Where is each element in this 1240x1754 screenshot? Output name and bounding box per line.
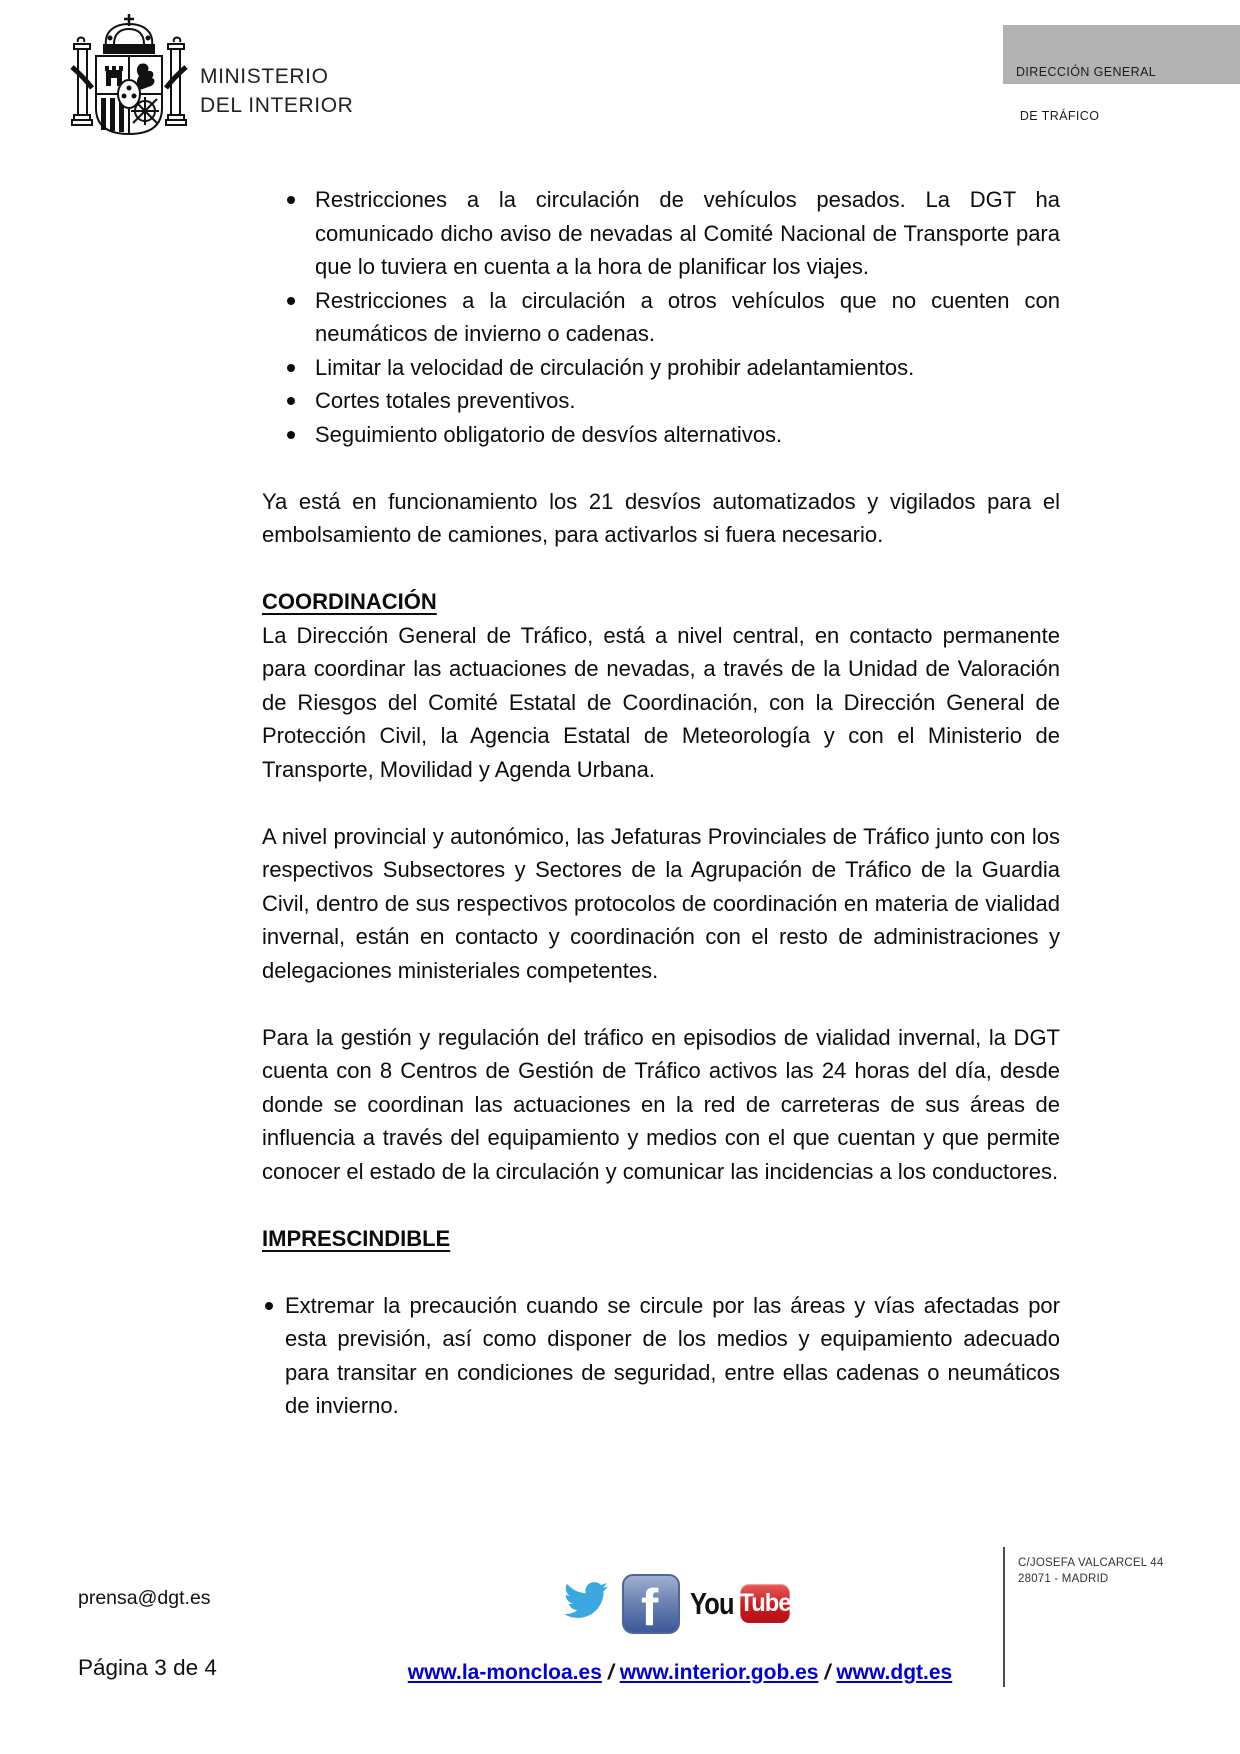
ministry-line2: DEL INTERIOR: [200, 94, 354, 117]
list-item: Limitar la velocidad de circulación y prohibir adelantamientos.: [262, 351, 1060, 385]
measures-bullet-list: [262, 183, 1060, 451]
coordinacion-heading: COORDINACIÓN: [262, 589, 437, 614]
youtube-icon[interactable]: [690, 1584, 791, 1623]
press-email: prensa@dgt.es: [78, 1587, 211, 1609]
list-item: Restricciones a la circulación a otros vehículos que no cuenten con neumáticos de invierno o cadenas.: [262, 284, 1060, 351]
list-item: Seguimiento obligatorio de desvíos alternativos.: [262, 418, 1060, 452]
imprescindible-bullet-list: [262, 1289, 1060, 1423]
link-interior[interactable]: www.interior.gob.es: [619, 1661, 819, 1684]
youtube-you-text: You: [690, 1585, 734, 1621]
link-dgt[interactable]: www.dgt.es: [836, 1661, 953, 1684]
link-la-moncloa[interactable]: www.la-moncloa.es: [407, 1661, 602, 1684]
coordinacion-paragraph-2: A nivel provincial y autonómico, las Jefaturas Provinciales de Tráfico junto con los respectivos Subsectores y Sectores de la Agrupación de Tráfico de la Guardia Civil, dentro de sus respectivos protocolos de coordinación en materia de vialidad invernal, están en contacto y coordinación con el resto de administraciones y delegaciones ministeriales competentes.: [262, 823, 1060, 983]
document-body: [262, 183, 1060, 1423]
spain-coat-of-arms-icon: [70, 12, 188, 142]
address-line1: C/JOSEFA VALCARCEL 44: [1018, 1557, 1164, 1569]
footer-divider: [1003, 1547, 1005, 1687]
department-box: [1003, 25, 1240, 123]
ministry-title: [200, 62, 353, 120]
imprescindible-heading: IMPRESCINDIBLE: [262, 1225, 451, 1251]
link-separator: /: [824, 1661, 831, 1684]
link-separator: /: [607, 1661, 614, 1684]
coordinacion-paragraph-1: La Dirección General de Tráfico, está a nivel central, en contacto permanente para coordinar las actuaciones de nevadas, a través de la Unidad de Valoración de Riesgos del Comité Estatal de Coordinación, con la Dirección General de Protección Civil, la Agencia Estatal de Meteorología y con el Ministerio de Transporte, Movilidad y Agenda Urbana.: [262, 622, 1060, 782]
department-line1: DIRECCIÓN GENERAL: [1016, 65, 1157, 79]
social-icons: [560, 1572, 790, 1638]
facebook-icon[interactable]: f: [622, 1574, 680, 1634]
page-number: Página 3 de 4: [78, 1655, 217, 1680]
address-line2: 28071 - MADRID: [1018, 1573, 1109, 1585]
department-line2: DE TRÁFICO: [1016, 108, 1100, 123]
intro-paragraph: Ya está en funcionamiento los 21 desvíos automatizados y vigilados para el embolsamiento de camiones, para activarlos si fuera necesario.: [262, 488, 1060, 547]
twitter-icon[interactable]: [560, 1578, 612, 1622]
footer-links: [340, 1661, 1020, 1685]
list-item: Extremar la precaución cuando se circule por las áreas y vías afectadas por esta previsión, así como disponer de los medios y equipamiento adecuado para transitar en condiciones de seguridad, entre ellas cadenas o neumáticos de invierno.: [262, 1289, 1060, 1423]
coordinacion-paragraph-3: Para la gestión y regulación del tráfico en episodios de vialidad invernal, la DGT cuenta con 8 Centros de Gestión de Tráfico activos las 24 horas del día, desde donde se coordinan las actuaciones en la red de carreteras de sus áreas de influencia a través del equipamiento y medios con el que cuentan y que permite conocer el estado de la circulación y comunicar las incidencias a los conductores.: [262, 1024, 1060, 1184]
footer-address: [1018, 1555, 1163, 1587]
list-item: Cortes totales preventivos.: [262, 384, 1060, 418]
list-item: Restricciones a la circulación de vehículos pesados. La DGT ha comunicado dicho aviso de nevadas al Comité Nacional de Transporte para que lo tuviera en cuenta a la hora de planificar los viajes.: [262, 183, 1060, 284]
youtube-tube-badge: Tube: [741, 1584, 790, 1623]
ministry-line1: MINISTERIO: [200, 65, 329, 88]
